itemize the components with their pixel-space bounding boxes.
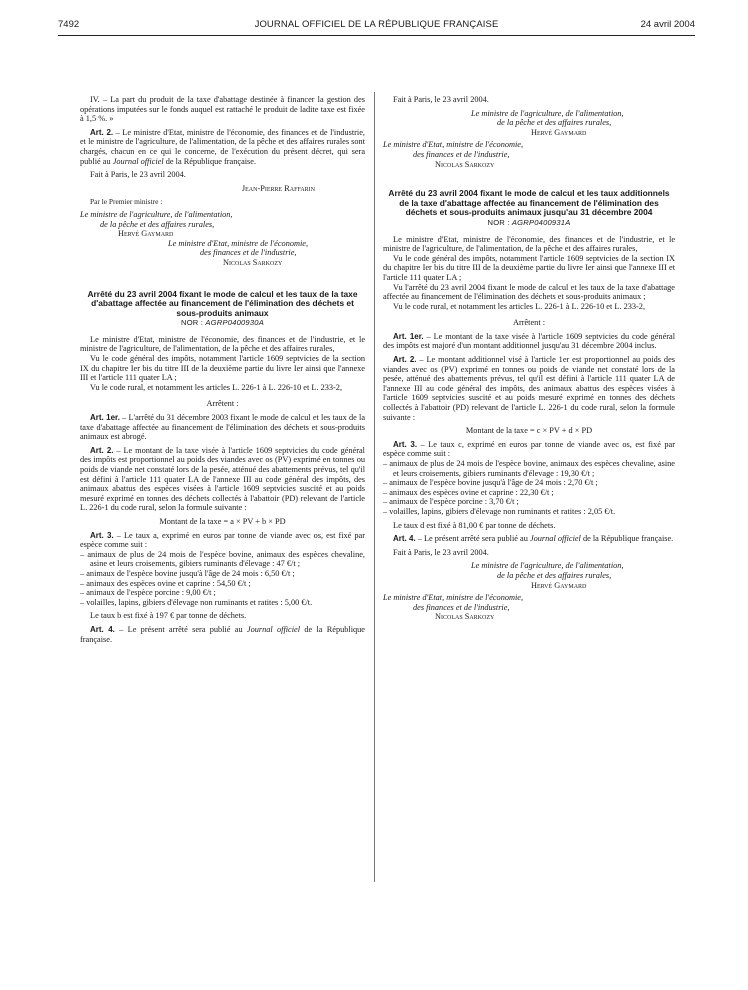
min-eco-line1: Le ministre d'Etat, ministre de l'économie, xyxy=(168,238,309,248)
vu-arrete-2: Vu l'arrêté du 23 avril 2004 fixant le mode de calcul et les taux de la taxe d'abattage affectée au financement de l'élimination des déchets et sous-produits animaux ; xyxy=(383,282,675,302)
formula-b: Montant de la taxe = c × PV + d × PD xyxy=(465,426,593,436)
r2-min-eco-line1: Le ministre d'Etat, ministre de l'économie, xyxy=(383,593,524,603)
column-separator xyxy=(374,92,375,882)
paragraph-iv: IV. – La part du produit de la taxe d'abattage destinée à financer la gestion des opérations imputées sur le fonds auquel est rattaché le produit de ladite taxe est fixée à 1,5 %. » xyxy=(80,95,365,124)
page-number: 7492 xyxy=(58,19,80,30)
journal-title: JOURNAL OFFICIEL DE LA RÉPUBLIQUE FRANÇAISE xyxy=(254,19,499,30)
r2-min-agri-name: Hervé Gaymard xyxy=(531,580,587,590)
arretent-2: Arrêtent : xyxy=(512,318,546,328)
article-4-a: Art. 4. – Le présent arrêté sera publié au Journal officiel de la République française. xyxy=(80,624,365,644)
r-min-eco-line2: des finances et de l'industrie, xyxy=(413,149,510,159)
signature-pm: Jean-Pierre Raffarin xyxy=(241,183,315,193)
r-min-eco-name: Nicolas Sarkozy xyxy=(435,159,495,169)
taux-d: Le taux d est fixé à 81,00 € par tonne de déchets. xyxy=(393,520,556,530)
list-item: – animaux de l'espèce bovine jusqu'à l'âge de 24 mois : 6,50 €/t ; xyxy=(80,569,365,579)
intro-ministers-1: Le ministre d'Etat, ministre de l'économie, des finances et de l'industrie, et le ministre de l'agriculture, de l'alimentation, de la pêche et des affaires rurales, xyxy=(80,334,365,354)
article-3-a: Art. 3. – Le taux a, exprimé en euros par tonne de viande avec os, est fixé par espèce comme suit : xyxy=(80,530,365,550)
r-min-agri-line2: de la pêche et des affaires rurales, xyxy=(497,118,612,128)
r-min-eco-line1: Le ministre d'Etat, ministre de l'économie, xyxy=(383,140,524,150)
r-min-agri-name: Hervé Gaymard xyxy=(531,127,587,137)
min-agri-name: Hervé Gaymard xyxy=(118,229,174,239)
taux-b: Le taux b est fixé à 197 € par tonne de déchets. xyxy=(90,611,247,621)
arrete-title-1: Arrêté du 23 avril 2004 fixant le mode de calcul et les taux de la taxe d'abattage affectée au financement de l'élimination des déchets et sous-produits animaux xyxy=(87,288,358,318)
vu-code-rural-2: Vu le code rural, et notamment les articles L. 226-1 à L. 226-10 et L. 233-2, xyxy=(393,301,646,311)
formula-a: Montant de la taxe = a × PV + b × PD xyxy=(159,516,286,526)
vu-code-rural-1: Vu le code rural, et notamment les articles L. 226-1 à L. 226-10 et L. 233-2, xyxy=(90,382,343,392)
list-item: – animaux des espèces ovine et caprine : 22,30 €/t ; xyxy=(383,488,675,498)
min-eco-line2: des finances et de l'industrie, xyxy=(200,248,297,258)
fait-a-paris: Fait à Paris, le 23 avril 2004. xyxy=(90,170,186,180)
list-item: – volailles, lapins, gibiers d'élevage non ruminants et ratites : 5,00 €/t. xyxy=(80,598,365,608)
article-1-a: Art. 1er. – L'arrêté du 31 décembre 2003 fixant le mode de calcul et les taux de la taxe d'abattage affectée au financement de l'élimination des déchets et sous-produits animaux est abrogé. xyxy=(80,413,365,442)
list-item: – animaux de l'espèce bovine jusqu'à l'âge de 24 mois : 2,70 €/t ; xyxy=(383,478,675,488)
fait-a-paris-r1: Fait à Paris, le 23 avril 2004. xyxy=(393,95,489,104)
arrete-title-2: Arrêté du 23 avril 2004 fixant le mode de calcul et les taux additionnels de la taxe d'abattage affectée au financement de l'élimination des déchets et sous-produits animaux jusqu'au 31 décembre 2004 xyxy=(388,188,670,218)
right-column xyxy=(383,95,675,622)
vu-cgi-1: Vu le code général des impôts, notamment l'article 1609 septvicies de la section IX du chapitre Ier bis du titre III de la deuxième partie du livre Ier ainsi que l'annexe III et l'article 111 quater LA ; xyxy=(80,354,365,383)
min-agri-line1: Le ministre de l'agriculture, de l'alimentation, xyxy=(80,209,233,219)
vu-cgi-2: Vu le code général des impôts, notamment l'article 1609 septvicies de la section IX du chapitre Ier bis du titre III de la deuxième partie du livre Ier ainsi que l'annexe III et l'article 111 quater LA ; xyxy=(383,253,675,282)
fait-a-paris-r2: Fait à Paris, le 23 avril 2004. xyxy=(393,547,489,557)
list-item: – animaux de l'espèce porcine : 3,70 €/t ; xyxy=(383,497,675,507)
left-column xyxy=(80,95,365,644)
page-header xyxy=(58,19,695,33)
list-item: – animaux de l'espèce porcine : 9,00 €/t ; xyxy=(80,588,365,598)
nor-line-2: NOR : AGRP0400931A xyxy=(487,217,571,227)
rates-list-a xyxy=(80,550,365,608)
list-item: – animaux de plus de 24 mois de l'espèce bovine, animaux des espèces chevaline, asine et leurs croisements, gibiers ruminants d'élevage : 47 €/t ; xyxy=(80,550,365,569)
article-1-b: Art. 1er. – Le montant de la taxe visée à l'article 1609 septvicies du code général des impôts est majoré d'un montant additionnel jusqu'au 31 décembre 2004 inclus. xyxy=(383,331,675,351)
min-agri-line2: de la pêche et des affaires rurales, xyxy=(100,219,215,229)
r2-min-agri-line2: de la pêche et des affaires rurales, xyxy=(497,570,612,580)
par-premier-ministre: Par le Premier ministre : xyxy=(90,197,163,207)
article-2-b: Art. 2. – Le montant additionnel visé à l'article 1er est proportionnel au poids des viandes avec os (PV) exprimé en tonnes ou poids de viande net constaté lors de la pesée, atténué des abattements prévus, tel qu'il est défini à l'article 111 quater LA de l'annexe III au code général des impôts, des animaux abattus des espèces visées à l'article 1609 septvicies suscité et au poids mesuré exprimé en tonnes des déchets collectés à l'abattoir (PD) relevant de l'article L. 226-1 du code rural, selon la formule suivante : xyxy=(383,355,675,422)
r2-min-eco-line2: des finances et de l'industrie, xyxy=(413,602,510,612)
min-eco-name: Nicolas Sarkozy xyxy=(223,257,283,267)
issue-date: 24 avril 2004 xyxy=(640,19,695,30)
article-3-b: Art. 3. – Le taux c, exprimé en euros par tonne de viande avec os, est fixé par espèce comme suit : xyxy=(383,439,675,459)
r2-min-agri-line1: Le ministre de l'agriculture, de l'alimentation, xyxy=(471,561,624,571)
rates-list-b xyxy=(383,459,675,517)
list-item: – animaux des espèces ovine et caprine : 54,50 €/t ; xyxy=(80,579,365,589)
arretent-1: Arrêtent : xyxy=(206,399,239,409)
intro-ministers-2: Le ministre d'Etat, ministre de l'économie, des finances et de l'industrie, et le ministre de l'agriculture, de l'alimentation, de la pêche et des affaires rurales, xyxy=(383,234,675,254)
r-min-agri-line1: Le ministre de l'agriculture, de l'alimentation, xyxy=(471,108,624,118)
list-item: – animaux de plus de 24 mois de l'espèce bovine, animaux des espèces chevaline, asine et leurs croisements, gibiers ruminants d'élevage : 19,30 €/t ; xyxy=(383,459,675,478)
header-rule xyxy=(58,35,695,36)
r2-min-eco-name: Nicolas Sarkozy xyxy=(435,612,495,622)
list-item: – volailles, lapins, gibiers d'élevage non ruminants et ratites : 2,05 €/t. xyxy=(383,507,675,517)
article-2-decree: Art. 2. – Le ministre d'Etat, ministre de l'économie, des finances et de l'industrie, et le ministre de l'agriculture, de l'alimentation, de la pêche et des affaires rurales sont chargés, chacun en ce qui le concerne, de l'exécution du présent décret, qui sera publié au Journal officiel de la République française. xyxy=(80,127,365,166)
article-4-b: Art. 4. – Le présent arrêté sera publié au Journal officiel de la République française. xyxy=(393,534,674,544)
nor-line-1: NOR : AGRP0400930A xyxy=(181,318,264,328)
article-2-a: Art. 2. – Le montant de la taxe visée à l'article 1609 septvicies du code général des impôts est proportionnel au poids des viandes avec os (PV) exprimé en tonnes ou poids de viande net constaté lors de la pesée, atténué des abattements prévus, tel qu'il est défini à l'article 111 quater LA de l'annexe III au code général des impôts, des animaux abattus des espèces visées à l'article 1609 septvicies suscité et au poids mesuré exprimé en tonnes des déchets collectés à l'abattoir (PD) relevant de l'article L. 226-1 du code rural, selon la formule suivante : xyxy=(80,445,365,513)
